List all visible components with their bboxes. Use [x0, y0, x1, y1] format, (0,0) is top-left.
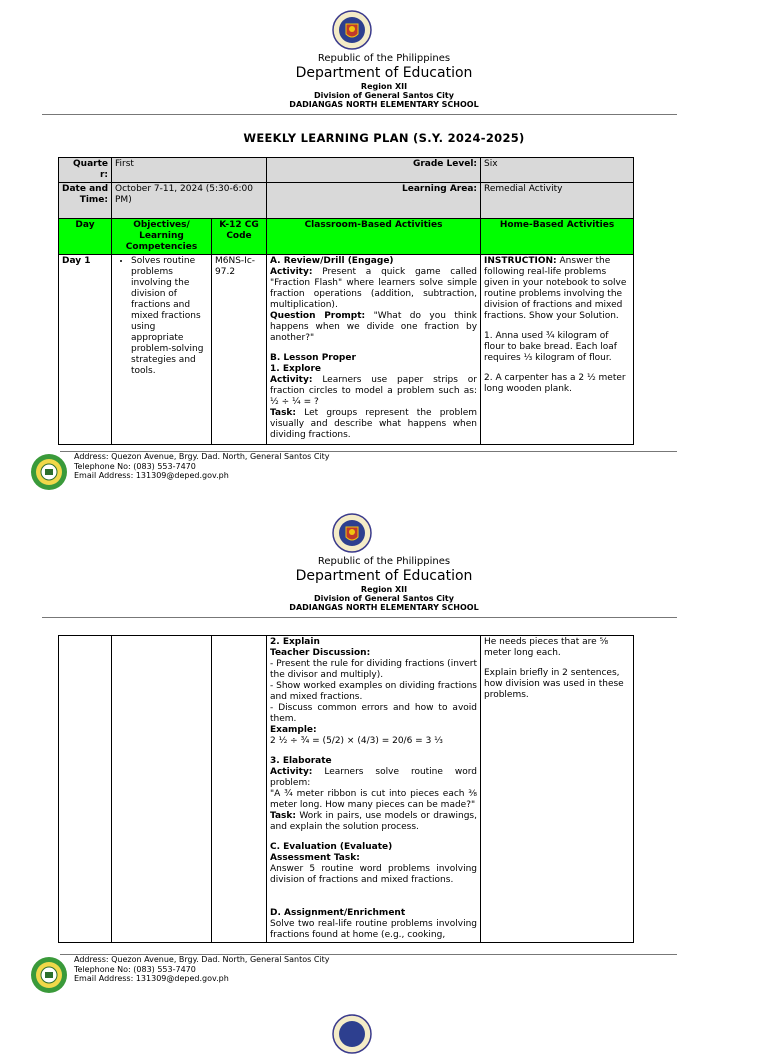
footer-telephone: Telephone No: (083) 553-7470: [74, 461, 196, 471]
col-header-home: Home-Based Activities: [481, 219, 634, 255]
grade-level-value: Six: [481, 158, 634, 183]
assignment-title: D. Assignment/Enrichment: [270, 908, 406, 918]
date-value: October 7-11, 2024 (5:30-6:00 PM): [112, 183, 267, 219]
footer-address: Address: Quezon Avenue, Brgy. Dad. North, General Santos City: [74, 955, 330, 964]
department-title: Department of Education: [295, 568, 473, 584]
task-label: Task:: [270, 408, 297, 418]
elaborate-task-text: Work in pairs, use models or drawings, and explain the solution process.: [270, 811, 477, 832]
region-text: Region XII: [360, 585, 408, 594]
header-divider: [42, 114, 677, 115]
lesson-proper-title: B. Lesson Proper: [270, 353, 356, 363]
explore-activity-text: Learners use paper strips or fraction circles to model a problem such as: ½ ÷ ¼ = ?: [270, 375, 478, 407]
quarter-value: First: [112, 158, 267, 183]
day1-objective-cell: [112, 255, 212, 445]
prompt-label: Question Prompt:: [270, 311, 366, 321]
explore-title: 1. Explore: [270, 364, 322, 374]
learning-plan-table-continued: [58, 635, 634, 943]
learning-plan-table: [58, 157, 634, 445]
division-text: Division of General Santos City: [314, 91, 454, 100]
assessment-task-title: Assessment Task:: [270, 853, 360, 863]
day1-cell: Day 1: [59, 255, 112, 445]
footer-telephone: Telephone No: (083) 553-7470: [74, 964, 196, 974]
question-prompt-text: "What do you think happens when we divide one fraction by another?": [270, 311, 478, 343]
instruction-text: Answer the following real-life problems given in your notebook to solve routine problems involving the division of fractions and mixed fractions. Show your Solution.: [484, 256, 627, 321]
date-label: Date and Time:: [59, 183, 112, 219]
example-label: Example:: [270, 725, 317, 735]
footer-contact: [74, 955, 330, 984]
discussion-item: - Present the rule for dividing fractions (invert the divisor and multiply).: [270, 659, 477, 680]
day1-classroom-cell: [267, 255, 481, 445]
deped-seal-icon: [332, 10, 372, 50]
review-drill-title: A. Review/Drill (Engage): [270, 256, 394, 266]
assessment-text: Answer 5 routine word problems involving division of fractions and mixed fractions.: [270, 864, 477, 885]
division-text: Division of General Santos City: [314, 594, 454, 603]
col-header-classroom: Classroom-Based Activities: [267, 219, 481, 255]
teacher-discussion-title: Teacher Discussion:: [270, 648, 371, 658]
day1-home-cell: [481, 255, 634, 445]
discussion-item: - Discuss common errors and how to avoid them.: [270, 703, 477, 724]
col-header-code: K-12 CG Code: [212, 219, 267, 255]
activity-label: Activity:: [270, 267, 313, 277]
school-logo-icon: [30, 956, 68, 994]
objective-item: • Solves routine problems involving the division of fractions and mixed fractions using appropriate problem-solving strategies and tools.: [131, 256, 208, 377]
instruction-label: INSTRUCTION:: [484, 256, 557, 266]
day-cell-empty: [59, 636, 112, 943]
elaborate-title: 3. Elaborate: [270, 756, 332, 766]
grade-level-label: Grade Level:: [267, 158, 481, 183]
activity-label: Activity:: [270, 375, 313, 385]
learning-area-value: Remedial Activity: [481, 183, 634, 219]
explain-title: 2. Explain: [270, 637, 320, 647]
evaluation-title: C. Evaluation (Evaluate): [270, 842, 393, 852]
deped-seal-icon: [332, 513, 372, 553]
discussion-item: - Show worked examples on dividing fractions and mixed fractions.: [270, 681, 477, 702]
school-logo-icon: [30, 453, 68, 491]
explore-task-text: Let groups represent the problem visually and describe what happens when dividing fractions.: [270, 408, 478, 440]
footer-address: Address: Quezon Avenue, Brgy. Dad. North, General Santos City: [74, 452, 330, 461]
home-problem-2-continued: He needs pieces that are ⅝ meter long each.: [484, 637, 609, 658]
region-text: Region XII: [360, 82, 408, 91]
republic-text: Republic of the Philippines: [317, 53, 451, 64]
footer-email: Email Address: 131309@deped.gov.ph: [74, 974, 229, 983]
republic-text: Republic of the Philippines: [317, 556, 451, 567]
task-label: Task:: [270, 811, 296, 821]
activity-label: Activity:: [270, 767, 313, 777]
home-problem-1: 1. Anna used ¾ kilogram of flour to bake bread. Each loaf requires ⅓ kilogram of flour.: [484, 331, 617, 363]
col-header-day: Day: [59, 219, 112, 255]
home-cell-continued: [481, 636, 634, 943]
code-cell-empty: [212, 636, 267, 943]
elaborate-problem-text: "A ¾ meter ribbon is cut into pieces each ⅜ meter long. How many pieces can be made?": [270, 789, 477, 810]
home-problem-2: 2. A carpenter has a 2 ½ meter long wooden plank.: [484, 373, 626, 394]
quarter-label: Quarte r:: [59, 158, 112, 183]
footer-email: Email Address: 131309@deped.gov.ph: [74, 471, 229, 480]
deped-seal-icon: [332, 1014, 372, 1054]
header-divider: [42, 617, 677, 618]
objective-cell-empty: [112, 636, 212, 943]
elaborate-activity-text: Learners solve routine word problem:: [270, 767, 477, 788]
example-text: 2 ½ ÷ ¾ = (5/2) × (4/3) = 20/6 = 3 ⅓: [270, 736, 443, 746]
col-header-objectives: Objectives/ Learning Competencies: [112, 219, 212, 255]
department-title: Department of Education: [295, 65, 473, 81]
home-explain-text: Explain briefly in 2 sentences, how division was used in these problems.: [484, 668, 624, 700]
assignment-text: Solve two real-life routine problems involving fractions found at home (e.g., cooking,: [270, 919, 477, 940]
review-activity-text: Present a quick game called "Fraction Flash" where learners solve simple fraction operations (addition, subtraction, multiplication).: [270, 267, 478, 310]
classroom-cell-continued: [267, 636, 481, 943]
document-title: WEEKLY LEARNING PLAN (S.Y. 2024-2025): [243, 131, 525, 145]
day1-code-cell: M6NS-Ic-97.2: [212, 255, 267, 445]
school-name: DADIANGAS NORTH ELEMENTARY SCHOOL: [289, 100, 479, 109]
footer-contact: [74, 452, 330, 481]
learning-area-label: Learning Area:: [267, 183, 481, 219]
school-name: DADIANGAS NORTH ELEMENTARY SCHOOL: [289, 603, 479, 612]
